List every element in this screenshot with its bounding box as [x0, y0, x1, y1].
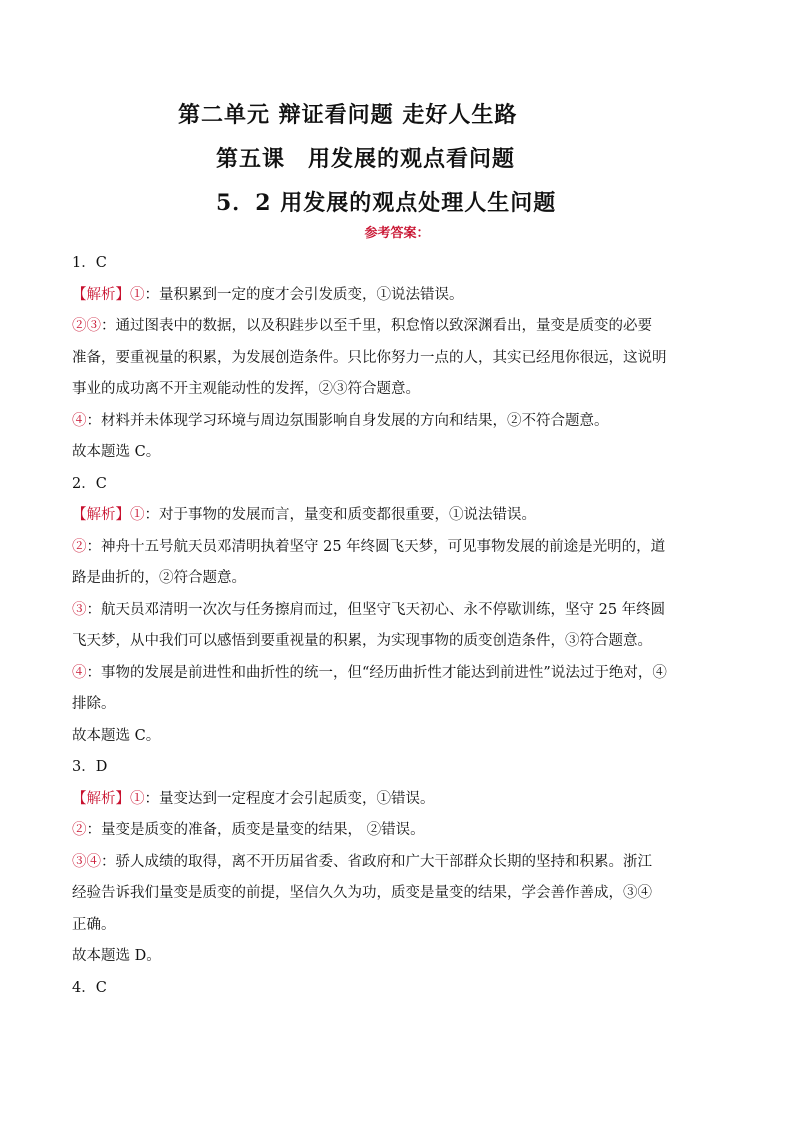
explanation-text: ：神舟十五号航天员邓清明执着坚守 25 年终圆飞天梦，可见事物发展的前途是光明的，道	[86, 538, 666, 555]
explanation-text: 故本题选 C。	[72, 444, 161, 460]
explanation-text: 故本题选 D。	[72, 948, 161, 964]
section-title: 5．2 用发展的观点处理人生问题	[216, 190, 557, 216]
option-label: 【解析】①	[72, 507, 145, 523]
option-label: ②	[72, 822, 87, 838]
explanation-text: ：航天员邓清明一次次与任务擦肩而过，但坚守飞天初心、永不停歇训练，坚守 25 年终圆	[86, 601, 666, 618]
explanation-line	[72, 280, 732, 312]
unit-title: 第二单元 辩证看问题 走好人生路	[178, 102, 518, 128]
option-label: ④	[72, 664, 87, 681]
explanation-line	[72, 626, 732, 658]
explanation-line	[72, 374, 732, 406]
explanation-line	[72, 532, 732, 564]
option-label: ②③	[72, 318, 101, 334]
answer-heading: 参考答案：	[364, 226, 430, 241]
explanation-text: 经验告诉我们量变是质变的前提，坚信久久为功，质变是量变的结果，学会善作善成，③④	[72, 885, 652, 901]
answer-body	[72, 248, 732, 1004]
explanation-line	[72, 311, 732, 343]
explanation-text: ：材料并未体现学习环境与周边氛围影响自身发展的方向和结果，②不符合题意。	[86, 412, 609, 429]
explanation-text: ：量变是质变的准备，质变是量变的结果， ②错误。	[86, 822, 425, 838]
explanation-line	[72, 406, 732, 438]
explanation-text: ：通过图表中的数据，以及积跬步以至千里，积怠惰以致深渊看出，量变是质变的必要	[101, 318, 652, 334]
explanation-text: ：对于事物的发展而言，量变和质变都很重要，①说法错误。	[144, 507, 536, 523]
explanation-text: ：骄人成绩的取得，离不开历届省委、省政府和广大干部群众长期的坚持和积累。浙江	[101, 853, 652, 870]
explanation-line	[72, 784, 732, 816]
explanation-line	[72, 437, 732, 469]
explanation-line	[72, 689, 732, 721]
option-label: 【解析】①	[72, 790, 145, 807]
option-label: 【解析】①	[72, 286, 145, 303]
explanation-line	[72, 910, 732, 942]
explanation-text: ：事物的发展是前进性和曲折性的统一，但“经历曲折性才能达到前进性”说法过于绝对，④	[86, 664, 667, 681]
option-label: ③④	[72, 853, 101, 870]
explanation-line	[72, 658, 732, 690]
explanation-text: 排除。	[72, 696, 116, 712]
option-label: ③	[72, 601, 87, 618]
explanation-text: 事业的成功离不开主观能动性的发挥，②③符合题意。	[72, 381, 420, 397]
explanation-line	[72, 878, 732, 910]
lesson-title: 第五课 用发展的观点看问题	[216, 146, 516, 172]
explanation-text: 飞天梦，从中我们可以感悟到要重视量的积累，为实现事物的质变创造条件，③符合题意。	[72, 633, 652, 649]
question-number: 4．C	[72, 979, 107, 996]
explanation-text: 故本题选 C。	[72, 727, 161, 744]
explanation-line	[72, 343, 732, 375]
explanation-line	[72, 847, 732, 879]
question-number: 1．C	[72, 255, 107, 271]
explanation-line	[72, 941, 732, 973]
explanation-line	[72, 500, 732, 532]
explanation-line	[72, 721, 732, 753]
question-number: 3．D	[72, 759, 108, 775]
explanation-text: 准备，要重视量的积累，为发展创造条件。只比你努力一点的人，其实已经甩你很远，这说明	[72, 349, 667, 366]
explanation-line	[72, 595, 732, 627]
question-number: 2．C	[72, 475, 107, 492]
explanation-line	[72, 563, 732, 595]
option-label: ②	[72, 538, 87, 555]
explanation-text: 路是曲折的，②符合题意。	[72, 570, 246, 586]
explanation-text: ：量变达到一定程度才会引起质变，①错误。	[144, 790, 435, 807]
explanation-text: ：量积累到一定的度才会引发质变，①说法错误。	[144, 286, 464, 303]
explanation-line	[72, 815, 732, 847]
option-label: ④	[72, 412, 87, 429]
explanation-text: 正确。	[72, 916, 116, 933]
